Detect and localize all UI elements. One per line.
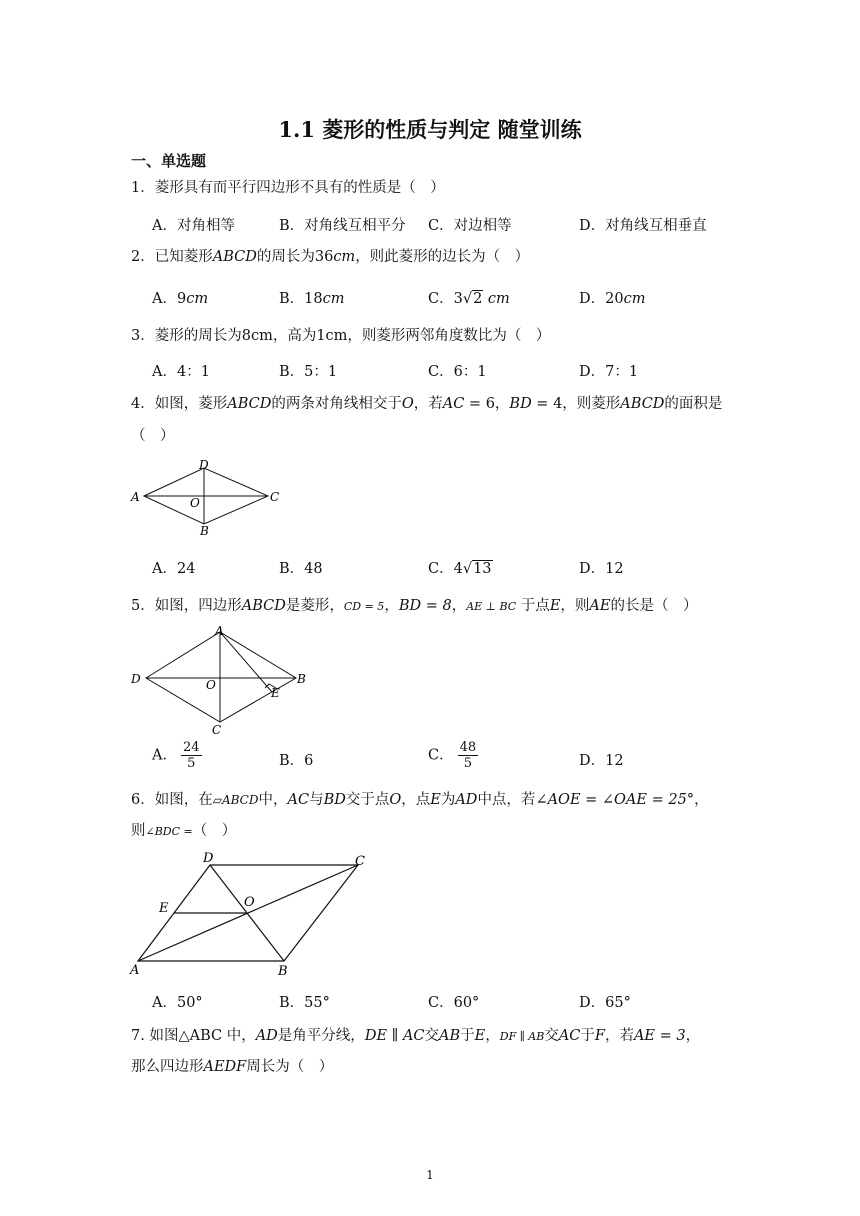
page-title: 1.1 菱形的性质与判定 随堂训练 [278,117,582,142]
q6-label-b: B [278,964,288,978]
q2-option-d: D．20cm [579,291,646,307]
q6-label-c: C [355,854,365,869]
q1-option-d: D．对角线互相垂直 [579,218,707,234]
question-5-text: 5．如图，四边形ABCD是菱形，CD = 5，BD = 8，AE ⊥ BC 于点E，则AE的长是（ ） [131,598,698,614]
question-6-line2: 则∠BDC =（ ） [131,823,237,839]
q5-label-b: B [297,672,306,686]
q4-label-c: C [270,490,280,504]
q6-label-e: E [159,901,169,916]
q1-option-c: C．对边相等 [428,218,512,234]
q3-option-c: C．6：1 [428,364,487,380]
question-7-line2: 那么四边形AEDF周长为（ ） [131,1059,334,1075]
q4-label-o: O [190,496,200,510]
q4-label-d: D [199,458,209,472]
q6-option-d: D．65° [579,995,631,1011]
q2-option-b: B．18cm [279,291,345,307]
q3-option-b: B．5：1 [279,364,338,380]
q1-option-b: B．对角线互相平分 [279,218,406,234]
q6-option-a: A．50° [152,995,203,1011]
q3-option-a: A．4：1 [152,364,210,380]
q3-option-d: D．7：1 [579,364,639,380]
q5-label-c: C [212,723,222,734]
q4-option-a: A．24 [152,561,196,577]
question-3-text: 3．菱形的周长为8cm，高为1cm，则菱形两邻角度数比为（ ） [131,328,551,344]
q6-label-d: D [203,851,214,866]
question-6-text: 6．如图，在▱ABCD中，AC与BD交于点O，点E为AD中点，若∠AOE = ∠OAE = 25°， [131,792,709,808]
question-2-text: 2．已知菱形ABCD的周长为36cm，则此菱形的边长为（ ） [131,249,530,265]
question-4-blank: （ ） [131,428,175,444]
q5-label-a: A [215,624,224,638]
question-4-text: 4．如图，菱形ABCD的两条对角线相交于O，若AC = 6，BD = 4，则菱形ABCD的面积是 [131,396,723,412]
q4-label-a: A [131,490,140,504]
q4-option-d: D．12 [579,561,624,577]
q5-label-e: E [271,686,280,700]
q5-option-d: D．12 [579,753,624,769]
q5-label-o: O [206,678,216,692]
q5-rhombus-figure [126,624,316,734]
q6-label-a: A [130,963,140,978]
q2-option-c: C．3√2 cm [428,291,510,307]
q6-option-c: C．60° [428,995,480,1011]
q5-option-c: C． $\frac{48}{5}$ [428,740,477,771]
q2-option-a: A．9cm [152,291,209,307]
q6-parallelogram-figure [126,848,376,978]
q5-option-a: A． $\frac{24}{5}$ [152,740,200,771]
q4-option-b: B．48 [279,561,323,577]
q6-label-o: O [244,895,255,910]
q6-option-b: B．55° [279,995,330,1011]
q5-option-b: B．6 [279,753,314,769]
q5-label-d: D [131,672,141,686]
page-number: 1 [426,1168,434,1182]
q1-option-a: A．对角相等 [152,218,235,234]
question-1-text: 1．菱形具有而平行四边形不具有的性质是（ ） [131,180,445,196]
q4-option-c: C．4√13 [428,561,492,577]
question-7-text: 7. 如图△ABC 中，AD是角平分线，DE ∥ AC交AB于E，DF ∥ AB交AC于F，若AE = 3， [131,1028,701,1044]
q4-label-b: B [200,524,209,538]
q4-rhombus-figure [128,458,288,538]
section-heading: 一、单选题 [131,152,207,170]
